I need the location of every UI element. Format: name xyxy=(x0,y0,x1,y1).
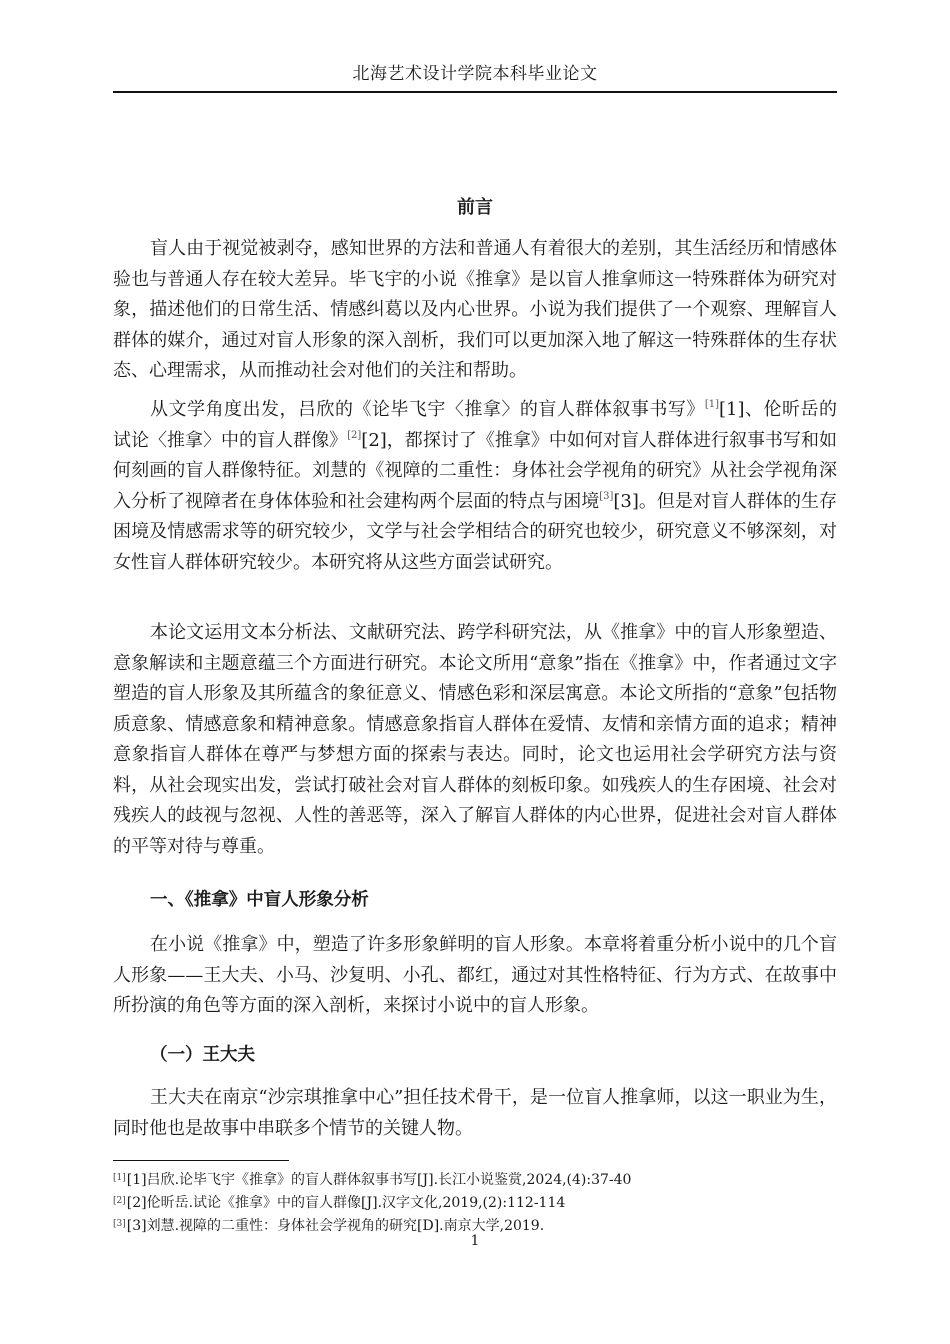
preface-paragraph-1: 盲人由于视觉被剥夺，感知世界的方法和普通人有着很大的差别，其生活经历和情感体验也与普通人存在较大差异。毕飞宇的小说《推拿》是以盲人推拿师这一特殊群体为研究对象，描述他们的日常生活、情感纠葛以及内心世界。小说为我们提供了一个观察、理解盲人群体的媒介，通过对盲人形象的深入剖析，我们可以更加深入地了解这一特殊群体的生存状态、心理需求，从而推动社会对他们的关注和帮助。 xyxy=(113,238,837,381)
preface-heading: 前言 xyxy=(457,197,493,218)
footnote-1-mark: [1] xyxy=(113,1173,126,1183)
chapter-1-heading: 一、《推拿》中盲人形象分析 xyxy=(150,890,369,910)
page-number: 1 xyxy=(470,1233,480,1249)
footnote-1-text: [1]吕欣.论毕飞宇《推拿》的盲人群体叙事书写[J].长江小说鉴赏,2024,(4):37-40 xyxy=(126,1172,632,1188)
footnote-1 xyxy=(113,1168,837,1191)
citation-marker-1: [1] xyxy=(704,399,720,410)
footnote-2 xyxy=(113,1191,837,1214)
preface-p2-text-1: 从文学角度出发，吕欣的《论毕飞宇〈推拿〉的盲人群体叙事书写》 xyxy=(150,399,705,420)
preface-p2-text-4: [3]。但是对盲人群体的生存困境及情感需求等的研究较少，文学与社会学相结合的研究也较少，研究意义不够深刻，对女性盲人群体研究较少。本研究将从这些方面尝试研究。 xyxy=(113,490,837,573)
footnote-2-text: [2]伦昕岳.试论《推拿》中的盲人群像[J].汉字文化,2019,(2):112-114 xyxy=(126,1195,566,1211)
section-1-paragraph-1: 王大夫在南京“沙宗琪推拿中心”担任技术骨干，是一位盲人推拿师，以这一职业为生，同时他也是故事中串联多个情节的关键人物。 xyxy=(113,1087,837,1139)
preface-p2-text-3: [2]，都探讨了《推拿》中如何对盲人群体进行叙事书写和如何刻画的盲人群像特征。刘慧的《视障的二重性：身体社会学视角的研究》从社会学视角深入分析了视障者在身体体验和社会建构两个层面的特点与困境 xyxy=(113,429,838,512)
section-1-heading: （一）王大夫 xyxy=(150,1045,255,1065)
preface-paragraph-3: 本论文运用文本分析法、文献研究法、跨学科研究法，从《推拿》中的盲人形象塑造、意象解读和主题意蕴三个方面进行研究。本论文所用“意象”指在《推拿》中，作者通过文字塑造的盲人形象及其所蕴含的象征意义、情感色彩和深层寓意。本论文所指的“意象”包括物质意象、情感意象和精神意象。情感意象指盲人群体在爱情、友情和亲情方面的追求；精神意象指盲人群体在尊严与梦想方面的探索与表达。同时，论文也运用社会学研究方法与资料，从社会现实出发，尝试打破社会对盲人群体的刻板印象。如残疾人的生存困境、社会对残疾人的歧视与忽视、人性的善恶等，深入了解盲人群体的内心世界，促进社会对盲人群体的平等对待与尊重。 xyxy=(113,622,837,857)
footnotes xyxy=(113,1168,837,1237)
header-rule xyxy=(113,91,837,93)
footnote-2-mark: [2] xyxy=(113,1196,126,1206)
preface-p2-text-2: [1]、伦昕岳的试论〈推拿〉中的盲人群像》 xyxy=(113,399,838,451)
citation-marker-3: [3] xyxy=(599,490,614,502)
running-header: 北海艺术设计学院本科毕业论文 xyxy=(352,64,598,84)
preface-paragraph-2 xyxy=(113,395,837,578)
footnote-3-mark: [3] xyxy=(113,1219,126,1229)
citation-marker-2: [2] xyxy=(347,429,362,441)
footnote-3-text: [3]刘慧.视障的二重性：身体社会学视角的研究[D].南京大学,2019. xyxy=(126,1218,545,1234)
footnote-rule xyxy=(113,1160,289,1161)
chapter-1-paragraph-1: 在小说《推拿》中，塑造了许多形象鲜明的盲人形象。本章将着重分析小说中的几个盲人形象——王大夫、小马、沙复明、小孔、都红，通过对其性格特征、行为方式、在故事中所扮演的角色等方面的深入剖析，来探讨小说中的盲人形象。 xyxy=(113,934,837,1016)
